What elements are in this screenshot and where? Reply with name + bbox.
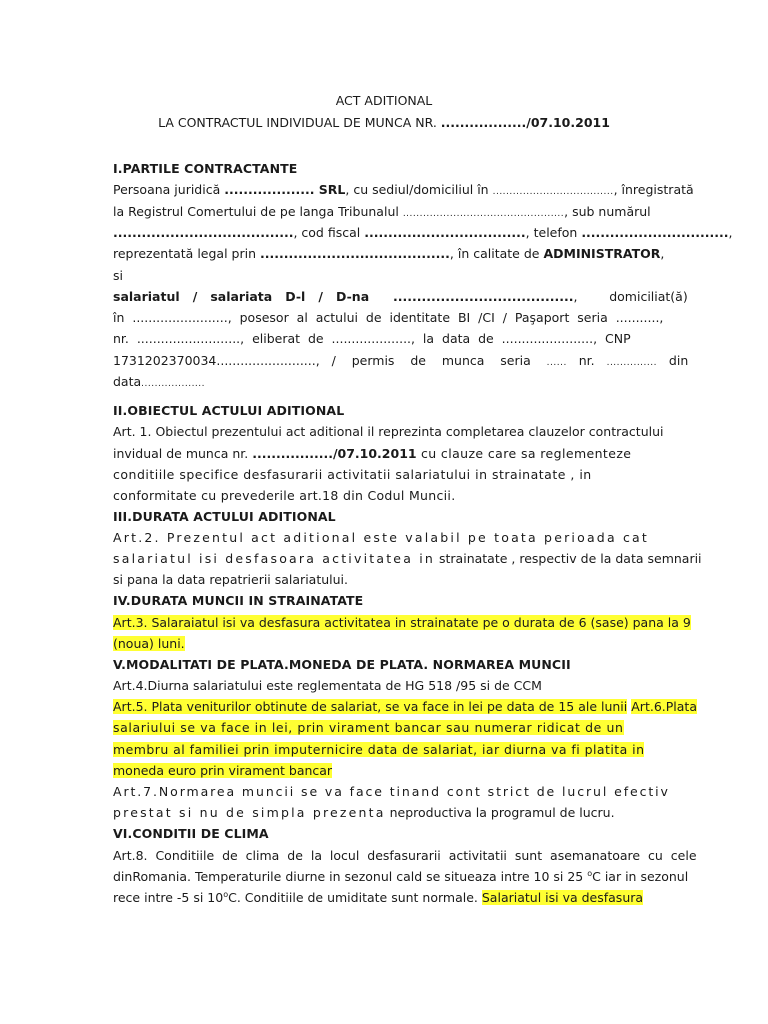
paragraph-line: conditiile specifice desfasurarii activitatii salariatului in strainatate , in: [113, 467, 592, 482]
paragraph-line: si: [113, 268, 123, 283]
paragraph-line: Art.2. Prezentul act aditional este valabil pe toata perioada cat: [113, 530, 650, 545]
paragraph-line: Art.8. Conditiile de clima de la locul desfasurarii activitatii sunt asemanatoare cu cele: [113, 848, 697, 863]
paragraph-line: prestat si nu de simpla prezenta neproductiva la programul de lucru.: [113, 805, 615, 820]
paragraph-line: [113, 763, 655, 779]
highlighted-text: moneda euro prin virament bancar: [113, 763, 333, 778]
highlighted-text: Art.6.Plata: [631, 699, 697, 714]
paragraph-line: Persoana juridică ................... SRL, cu sediul/domiciliul în ...................................., înregistrată: [113, 182, 694, 197]
section-heading-partile: I.PARTILE CONTRACTANTE: [113, 161, 298, 176]
paragraph-line: Art.4.Diurna salariatului este reglementata de HG 518 /95 si de CCM: [113, 678, 542, 693]
highlighted-text: salariului se va face in lei, prin virament bancar sau numerar ridicat de un: [113, 720, 624, 735]
paragraph-line: reprezentată legal prin ........................................, în calitate de ADMINISTRATOR,: [113, 246, 665, 261]
paragraph-line: 1731202370034........................., / permis de munca seria ...... nr. ............... din: [113, 353, 689, 368]
paragraph-line: ......................................, cod fiscal .................................., telefon ...............................,: [113, 225, 733, 240]
document-title: ACT ADITIONAL: [335, 93, 433, 108]
section-heading-conditii-clima: VI.CONDITII DE CLIMA: [113, 826, 269, 841]
paragraph-line: Art.7.Normarea muncii se va face tinand cont strict de lucrul efectiv: [113, 784, 670, 799]
section-heading-modalitati: V.MODALITATI DE PLATA.MONEDA DE PLATA. NORMAREA MUNCII: [113, 657, 571, 672]
highlighted-text: Art.5. Plata veniturilor obtinute de salariat, se va face in lei pe data de 15 ale lunii: [113, 699, 628, 714]
paragraph-line: si pana la data repatrierii salariatului.: [113, 572, 348, 587]
highlighted-text: Art.3. Salaraiatul isi va desfasura activitatea in strainatate pe o durata de 6 (sase) pana la 9: [113, 615, 691, 630]
paragraph-line: salariatul / salariata D-l / D-na ......................................, domiciliat(ă): [113, 289, 688, 304]
paragraph-line: rece intre -5 si 10$^o$C. Conditiile de umiditate sunt normale. Salariatul isi va desfasura: [113, 890, 644, 905]
paragraph-line: [113, 615, 691, 631]
paragraph-line: salariatul isi desfasoara activitatea in strainatate , respectiv de la data semnarii: [113, 551, 702, 566]
paragraph-line: [113, 742, 655, 758]
highlighted-text: Salariatul isi va desfasura: [481, 890, 644, 905]
paragraph-line: [113, 720, 655, 736]
paragraph-line: dinRomania. Temperaturile diurne in sezonul cald se situeaza intre 10 si 25 $^o$C iar in sezonul: [113, 869, 689, 884]
section-heading-durata-act: III.DURATA ACTULUI ADITIONAL: [113, 509, 336, 524]
paragraph-line: data...................: [113, 374, 206, 389]
paragraph-line: [113, 699, 697, 715]
highlighted-text: (noua) luni.: [113, 636, 185, 651]
document-subtitle: LA CONTRACTUL INDIVIDUAL DE MUNCA NR. ................../07.10.2011: [158, 115, 610, 130]
paragraph-line: nr. .........................., eliberat de ...................., la data de ......................., CNP: [113, 331, 631, 346]
section-heading-durata-munca: IV.DURATA MUNCII IN STRAINATATE: [113, 593, 364, 608]
paragraph-line: invidual de munca nr. ................./07.10.2011 cu clauze care sa reglementeze: [113, 446, 632, 461]
section-heading-obiectul: II.OBIECTUL ACTULUI ADITIONAL: [113, 403, 345, 418]
paragraph-line: Art. 1. Obiectul prezentului act aditional il reprezinta completarea clauzelor contractului: [113, 424, 664, 439]
paragraph-line: în ........................, posesor al actului de identitate BI /CI / Paşaport seria ...........,: [113, 310, 664, 325]
highlighted-text: membru al familiei prin imputernicire data de salariat, iar diurna va fi platita in: [113, 742, 645, 757]
paragraph-line: la Registrul Comertului de pe langa Tribunalul ................................................, sub numărul: [113, 204, 651, 219]
paragraph-line: conformitate cu prevederile art.18 din Codul Muncii.: [113, 488, 456, 503]
paragraph-line: [113, 636, 655, 652]
